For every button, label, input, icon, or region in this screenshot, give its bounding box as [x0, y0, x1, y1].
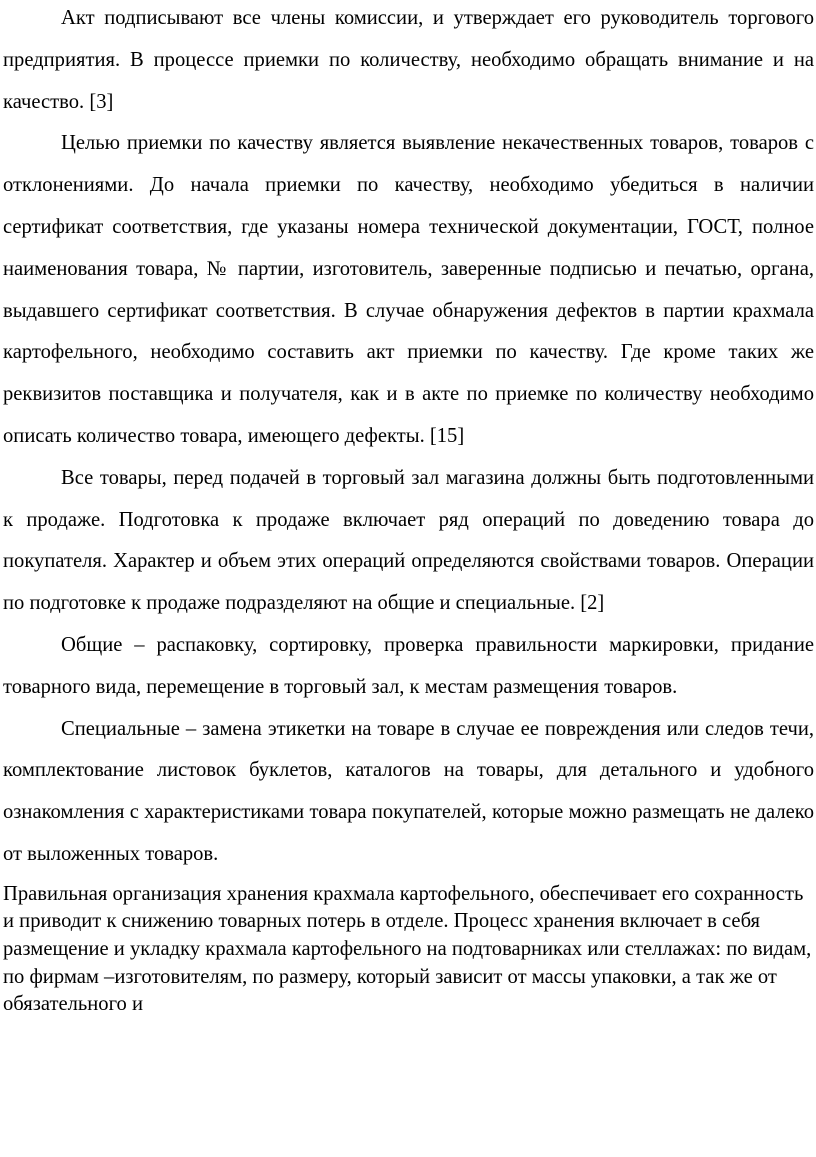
paragraph-special-operations: Специальные – замена этикетки на товаре в случае ее повреждения или следов течи, комплектование листовок буклетов, каталогов на товары, для детального и удобного ознакомления с характеристиками товара покупателей, которые можно размещать не далеко от выложенных товаров.	[3, 717, 814, 865]
paragraph-sale-preparation: Все товары, перед подачей в торговый зал магазина должны быть подготовленными к продаже. Подготовка к продаже включает ряд операций по доведению товара до покупателя. Характер и объем этих операций определяются свойствами товаров. Операции по подготовке к продаже подразделяют на общие и специальные. [2]	[3, 466, 814, 615]
paragraph-act-signing: Акт подписывают все члены комиссии, и утверждает его руководитель торгового предприятия. В процессе приемки по количеству, необходимо обращать внимание и на качество. [3]	[3, 7, 814, 113]
paragraph-storage: Правильная организация хранения крахмала картофельного, обеспечивает его сохранность и приводит к снижению товарных потерь в отделе. Процесс хранения включает в себя размещение и укладку крахмала картофельного на подтоварниках или стеллажах: по видам, по фирмам –изготовителям, по размеру, который зависит от массы упаковки, а так же от обязательного и	[3, 882, 812, 1016]
paragraph-quality-acceptance: Целью приемки по качеству является выявление некачественных товаров, товаров с отклонениями. До начала приемки по качеству, необходимо убедиться в наличии сертификат соответствия, где указаны номера технической документации, ГОСТ, полное наименования товара, № партии, изготовитель, заверенные подписью и печатью, органа, выдавшего сертификат соответствия. В случае обнаружения дефектов в партии крахмала картофельного, необходимо составить акт приемки по качеству. Где кроме таких же реквизитов поставщика и получателя, как и в акте по приемке по количеству необходимо описать количество товара, имеющего дефекты. [15]	[3, 132, 814, 447]
paragraph-general-operations: Общие – распаковку, сортировку, проверка правильности маркировки, придание товарного вида, перемещение в торговый зал, к местам размещения товаров.	[3, 633, 814, 698]
